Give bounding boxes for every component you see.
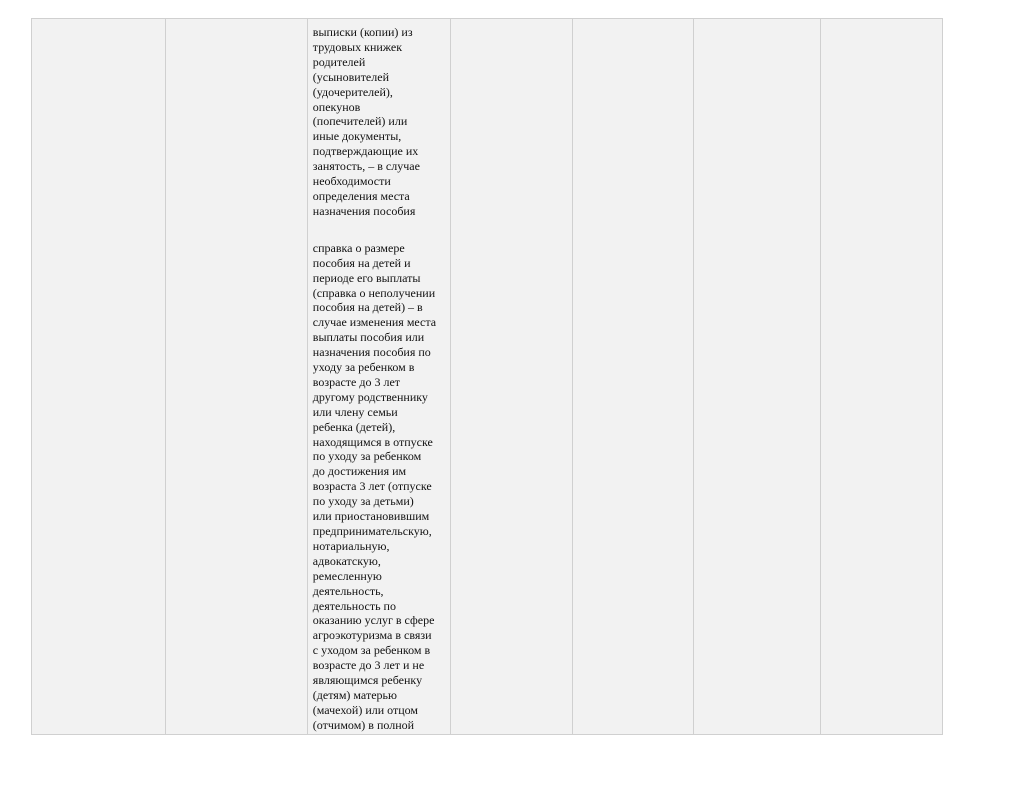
- table-row: [32, 19, 943, 735]
- table-cell-5: [572, 19, 694, 735]
- document-table: [31, 18, 943, 735]
- paragraph-allowance-certificate: справка о размере пособия на детей и периоде его выплаты (справка о неполучении пособия на детей) – в случае изменения места выплаты пособия или назначения пособия по уходу за ребенком в возрасте до 3 лет другому родственнику или члену семьи ребенка (детей), находящимся в отпуске по уходу за ребенком до достижения им возраста 3 лет (отпуске по уходу за детьми) или приостановившим предпринимательскую, нотариальную, адвокатскую, ремесленную деятельность, деятельность по оказанию услуг в сфере агроэкотуризма в связи с уходом за ребенком в возрасте до 3 лет и не являющимся ребенку (детям) матерью (мачехой) или отцом (отчимом) в полной: [312, 240, 437, 732]
- table-cell-6: [694, 19, 821, 735]
- table-cell-7: [821, 19, 943, 735]
- table-cell-1: [32, 19, 166, 735]
- table-cell-4: [450, 19, 572, 735]
- paragraph-employment-records: выписки (копии) из трудовых книжек родителей (усыновителей (удочерителей), опекунов (попечителей) или иные документы, подтверждающие их занятость, – в случае необходимости определения места назначения пособия: [312, 25, 420, 218]
- table-cell-3: [307, 19, 450, 735]
- table-cell-2: [165, 19, 307, 735]
- cell-text-block: [308, 19, 450, 733]
